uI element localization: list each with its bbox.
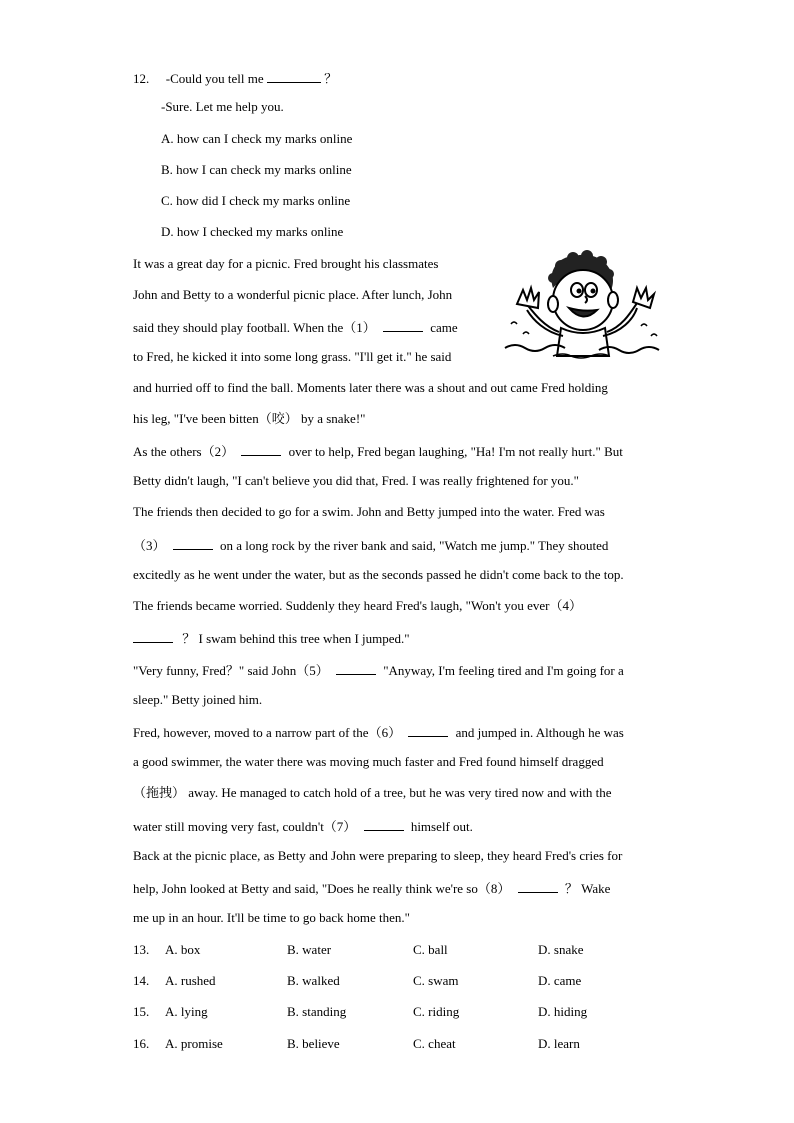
passage-line (133, 879, 610, 897)
option-a[interactable] (161, 131, 352, 147)
passage-line: Back at the picnic place, as Betty and John were preparing to sleep, they heard Fred's cries for (133, 848, 623, 863)
reply-text: -Sure. Let me help you. (161, 99, 284, 114)
option-letter: B. (287, 973, 299, 988)
option-c[interactable] (413, 942, 448, 958)
passage-text: help, John looked at Betty and said, "Does he really think we're so（8） (133, 881, 511, 896)
question-mark: ？ (324, 71, 338, 86)
option-text: box (180, 942, 201, 957)
option-text: how I can check my marks online (176, 162, 352, 177)
option-text: standing (302, 1004, 347, 1019)
option-text: walked (302, 973, 340, 988)
question-number: 14. (133, 973, 150, 988)
passage-line: me up in an hour. It'll be time to go back home then." (133, 910, 410, 925)
option-letter: B. (161, 162, 173, 177)
option-text: ball (428, 942, 448, 957)
passage-line: to Fred, he kicked it into some long grass. "I'll get it." he said (133, 349, 452, 364)
passage-line: a good swimmer, the water there was moving much faster and Fred found himself dragged (133, 754, 604, 769)
option-b[interactable] (287, 973, 340, 989)
option-a[interactable] (165, 973, 216, 989)
option-c[interactable] (413, 973, 459, 989)
option-a[interactable] (165, 1004, 208, 1020)
answer-blank-3[interactable] (173, 536, 213, 550)
option-text: cheat (428, 1036, 456, 1051)
option-letter: C. (413, 1004, 425, 1019)
option-letter: D. (538, 1036, 551, 1051)
option-letter: C. (413, 973, 425, 988)
passage-text: himself out. (410, 819, 473, 834)
option-letter: A. (165, 1004, 178, 1019)
passage-line: John and Betty to a wonderful picnic place. After lunch, John (133, 287, 453, 302)
passage-text: said they should play football. When the（1） (133, 320, 376, 335)
option-c[interactable] (413, 1004, 459, 1020)
passage-line (133, 442, 623, 460)
option-letter: C. (413, 1036, 425, 1051)
passage-line (133, 536, 608, 554)
option-letter: B. (287, 1036, 299, 1051)
passage-text: on a long rock by the river bank and said, "Watch me jump." They shouted (220, 538, 609, 553)
option-text: came (553, 973, 582, 988)
passage-line: excitedly as he went under the water, but as the seconds passed he didn't come back to the top. (133, 567, 624, 582)
option-a[interactable] (165, 942, 200, 958)
option-text: how can I check my marks online (176, 131, 353, 146)
option-text: how did I check my marks online (176, 193, 351, 208)
answer-blank-6[interactable] (408, 723, 448, 737)
option-letter: B. (287, 1004, 299, 1019)
passage-text: Fred, however, moved to a narrow part of the（6） (133, 725, 402, 740)
answer-blank-1[interactable] (383, 318, 423, 332)
passage-line (133, 318, 458, 336)
option-text: how I checked my marks online (176, 224, 344, 239)
passage-line: It was a great day for a picnic. Fred brought his classmates (133, 256, 439, 271)
option-letter: B. (287, 942, 299, 957)
option-letter: A. (161, 131, 174, 146)
answer-blank-2[interactable] (241, 442, 281, 456)
option-letter: D. (538, 1004, 551, 1019)
passage-line (133, 629, 410, 647)
option-letter: C. (161, 193, 173, 208)
option-text: lying (180, 1004, 208, 1019)
passage-line (133, 661, 624, 679)
option-d[interactable] (161, 224, 343, 240)
passage-line: sleep." Betty joined him. (133, 692, 263, 707)
option-c[interactable] (413, 1036, 456, 1052)
question-number: 13. (133, 942, 150, 957)
passage-text: water still moving very fast, couldn't（7） (133, 819, 357, 834)
option-d[interactable] (538, 1036, 580, 1052)
option-a[interactable] (165, 1036, 223, 1052)
option-text: hiding (553, 1004, 588, 1019)
option-text: swam (428, 973, 459, 988)
option-d[interactable] (538, 942, 584, 958)
option-d[interactable] (538, 1004, 587, 1020)
passage-line (133, 723, 624, 741)
passage-line: （拖拽） away. He managed to catch hold of a tree, but he was very tired now and with the (133, 785, 612, 800)
option-letter: C. (413, 942, 425, 957)
answer-blank-7[interactable] (364, 817, 404, 831)
option-letter: A. (165, 973, 178, 988)
option-letter: D. (538, 942, 551, 957)
option-d[interactable] (538, 973, 581, 989)
question-text: -Could you tell me (165, 71, 264, 86)
option-text: promise (180, 1036, 223, 1051)
option-text: rushed (180, 973, 216, 988)
question-number: 15. (133, 1004, 150, 1019)
answer-blank[interactable] (267, 69, 321, 83)
option-letter: A. (165, 1036, 178, 1051)
cartoon-boy-in-water-icon (503, 250, 661, 368)
passage-text: "Very funny, Fred？" said John（5） (133, 663, 329, 678)
passage-text: ？ I swam behind this tree when I jumped." (182, 631, 410, 646)
passage-text: and jumped in. Although he was (455, 725, 624, 740)
passage-text: As the others（2） (133, 444, 235, 459)
option-text: water (302, 942, 332, 957)
passage-line: and hurried off to find the ball. Moments later there was a shout and out came Fred holding (133, 380, 608, 395)
passage-line: his leg, "I've been bitten（咬） by a snake!" (133, 411, 366, 426)
option-letter: D. (538, 973, 551, 988)
passage-text: ？ Wake (564, 881, 611, 896)
passage-line: The friends became worried. Suddenly they heard Fred's laugh, "Won't you ever（4） (133, 598, 583, 613)
passage-text: （3） (133, 538, 166, 553)
option-text: believe (302, 1036, 340, 1051)
passage-text: "Anyway, I'm feeling tired and I'm going for a (383, 663, 624, 678)
option-b[interactable] (287, 1004, 346, 1020)
option-c[interactable] (161, 193, 350, 209)
option-letter: D. (161, 224, 174, 239)
question-number: 16. (133, 1036, 150, 1051)
answer-blank-8[interactable] (518, 879, 558, 893)
passage-line: The friends then decided to go for a swim. John and Betty jumped into the water. Fred was (133, 504, 605, 519)
question-12-stem (133, 68, 337, 87)
answer-blank-4[interactable] (133, 629, 173, 643)
option-b[interactable] (161, 162, 352, 178)
passage-line: Betty didn't laugh, "I can't believe you did that, Fred. I was really frightened for you." (133, 473, 579, 488)
question-number: 12. (133, 71, 150, 86)
option-text: riding (428, 1004, 460, 1019)
passage-text: came (430, 320, 458, 335)
option-b[interactable] (287, 1036, 340, 1052)
option-text: learn (553, 1036, 580, 1051)
answer-blank-5[interactable] (336, 661, 376, 675)
option-text: snake (553, 942, 584, 957)
passage-line (133, 817, 473, 835)
option-b[interactable] (287, 942, 331, 958)
option-letter: A. (165, 942, 178, 957)
passage-text: over to help, Fred began laughing, "Ha! I'm not really hurt." But (288, 444, 623, 459)
